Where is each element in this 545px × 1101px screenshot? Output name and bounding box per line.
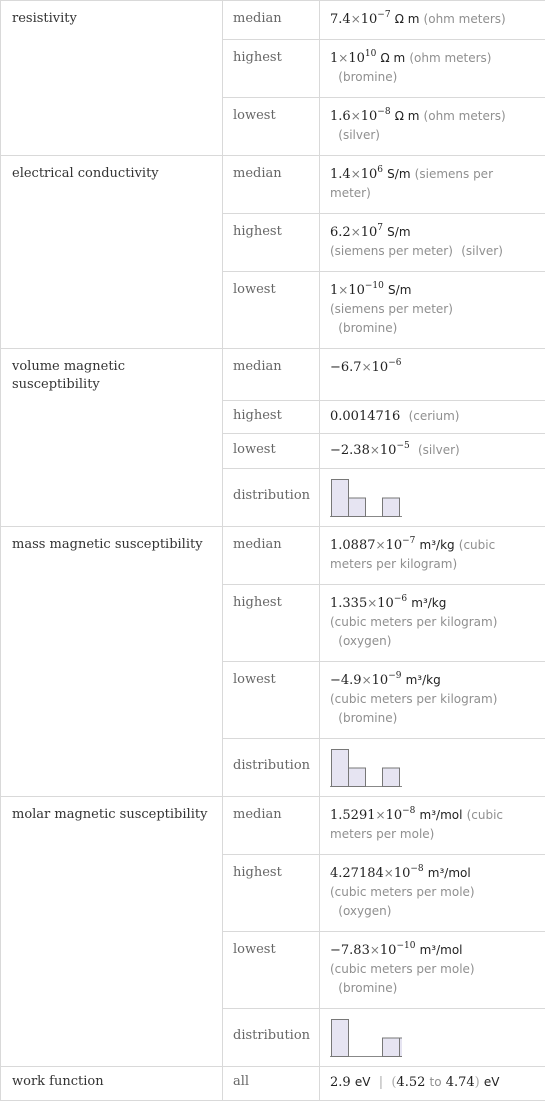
stat-label: lowest	[223, 98, 320, 156]
table-row	[1, 1, 545, 40]
stat-label: distribution	[223, 1009, 320, 1067]
value-cell: $1.4\times 10^6$ S/m (siemens per meter)	[320, 156, 545, 214]
histogram-bar	[332, 750, 349, 787]
stat-label: all	[223, 1067, 320, 1101]
histogram-bar	[383, 768, 400, 787]
value-cell: $1\times 10^{10}$ Ω m (ohm meters) (bromine)	[320, 40, 545, 98]
stat-label: lowest	[223, 272, 320, 349]
value-cell: $1.5291\times 10^{-8}$ m³/mol (cubic meters per mole)	[320, 797, 545, 855]
distribution-cell	[320, 469, 545, 527]
property-name: molar magnetic susceptibility	[1, 797, 223, 1067]
histogram-bar	[383, 1038, 400, 1057]
property-name: volume magnetic susceptibility	[1, 349, 223, 527]
stat-label: highest	[223, 401, 320, 434]
value-cell: $1.335\times 10^{-6}$ m³/kg (cubic meters per kilogram) (oxygen)	[320, 585, 545, 662]
property-name: resistivity	[1, 1, 223, 156]
value-cell: $-7.83\times 10^{-10}$ m³/mol (cubic meters per mole) (bromine)	[320, 932, 545, 1009]
table-row	[1, 797, 545, 855]
stat-label: median	[223, 349, 320, 401]
value-cell: $-2.38\times 10^{-5}$ (silver)	[320, 434, 545, 469]
property-name: work function	[1, 1067, 223, 1101]
value-cell: $7.4\times 10^{-7}$ Ω m (ohm meters)	[320, 1, 545, 40]
stat-label: median	[223, 156, 320, 214]
histogram-bar	[332, 1020, 349, 1057]
stat-label: highest	[223, 855, 320, 932]
value-cell: $1\times 10^{-10}$ S/m (siemens per meter) (bromine)	[320, 272, 545, 349]
distribution-cell	[320, 739, 545, 797]
stat-label: highest	[223, 40, 320, 98]
distribution-cell	[320, 1009, 545, 1067]
stat-label: lowest	[223, 662, 320, 739]
stat-label: lowest	[223, 434, 320, 469]
histogram-bar	[349, 768, 366, 787]
stat-label: median	[223, 797, 320, 855]
value-cell: $1.0887\times 10^{-7}$ m³/kg (cubic meters per kilogram)	[320, 527, 545, 585]
histogram-bar	[383, 498, 400, 517]
value-cell: $1.6\times 10^{-8}$ Ω m (ohm meters) (silver)	[320, 98, 545, 156]
value-cell: $4.27184\times 10^{-8}$ m³/mol (cubic meters per mole) (oxygen)	[320, 855, 545, 932]
stat-label: highest	[223, 214, 320, 272]
table-row	[1, 349, 545, 401]
stat-label: distribution	[223, 739, 320, 797]
stat-label: distribution	[223, 469, 320, 527]
value-cell: 2.9 eV | (4.52 to 4.74) eV	[320, 1067, 545, 1101]
stat-label: highest	[223, 585, 320, 662]
property-name: mass magnetic susceptibility	[1, 527, 223, 797]
table-row	[1, 527, 545, 585]
table-row	[1, 156, 545, 214]
histogram-bar	[332, 480, 349, 517]
histogram-bar	[349, 498, 366, 517]
property-name: electrical conductivity	[1, 156, 223, 349]
stat-label: lowest	[223, 932, 320, 1009]
distribution-histogram	[330, 478, 402, 518]
distribution-histogram	[330, 748, 402, 788]
value-cell: 0.0014716 (cerium)	[320, 401, 545, 434]
value-cell: $6.2\times 10^7$ S/m (siemens per meter) (silver)	[320, 214, 545, 272]
table-row	[1, 1067, 545, 1101]
value-cell: $-4.9\times 10^{-9}$ m³/kg (cubic meters per kilogram) (bromine)	[320, 662, 545, 739]
value-cell: $-6.7\times 10^{-6}$	[320, 349, 545, 401]
distribution-histogram	[330, 1018, 402, 1058]
stat-label: median	[223, 527, 320, 585]
stat-label: median	[223, 1, 320, 40]
histogram-bar	[400, 1038, 403, 1057]
